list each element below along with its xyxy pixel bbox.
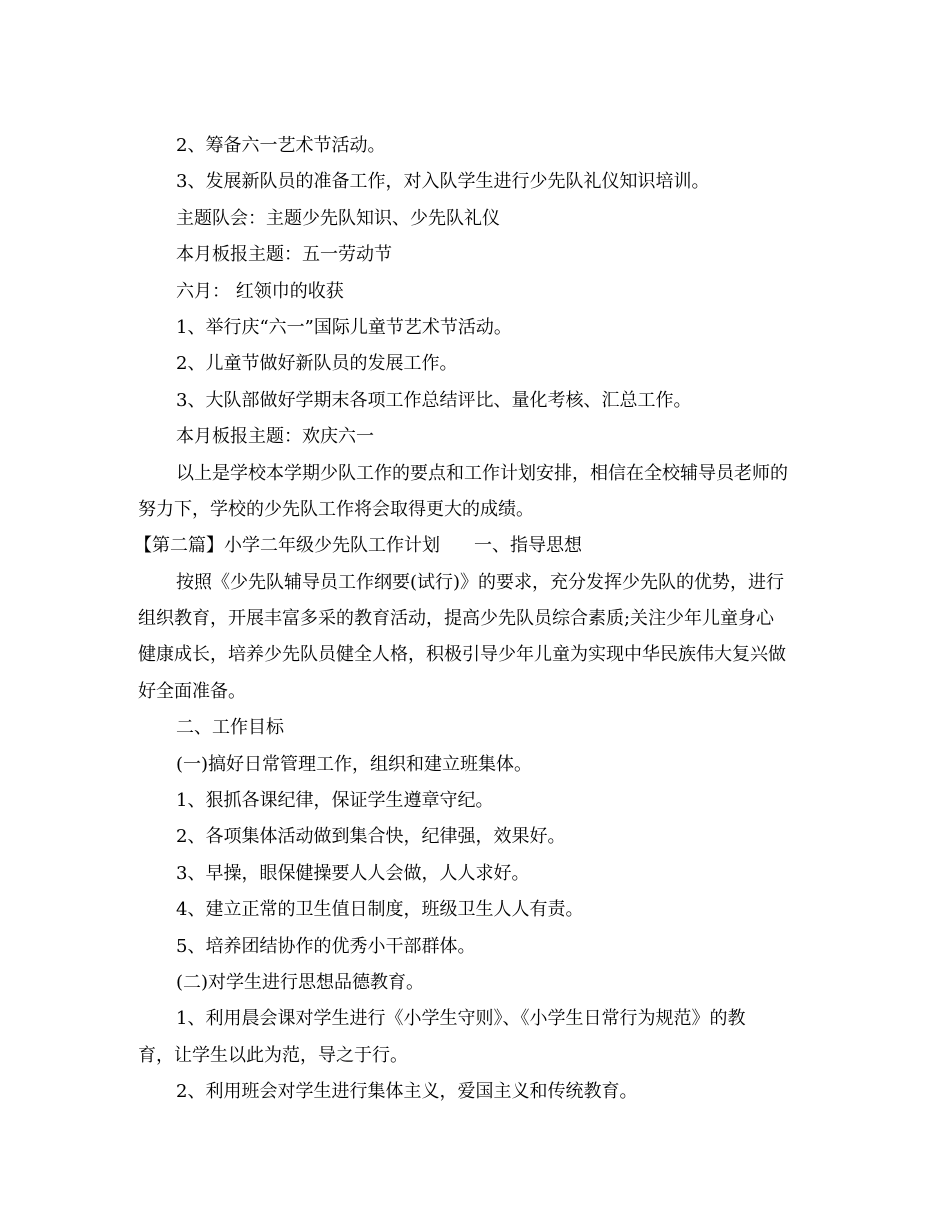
text-line: (二)对学生进行思想品德教育。 bbox=[176, 971, 425, 993]
text-line: 3、早操，眼保健操要人人会做，人人求好。 bbox=[176, 862, 530, 884]
section-subtitle: 一、指导思想 bbox=[474, 535, 582, 557]
morning-paragraph-line-2: 育，让学生以此为范，导之于行。 bbox=[138, 1044, 408, 1066]
text-line: 2、利用班会对学生进行集体主义，爱国主义和传统教育。 bbox=[176, 1081, 638, 1103]
text-line: 2、筹备六一艺术节活动。 bbox=[176, 135, 386, 156]
text-line: 本月板报主题：五一劳动节 bbox=[176, 244, 392, 266]
morning-paragraph-line-1: 1、利用晨会课对学生进行《小学生守则》、《小学生日常行为规范》的教 bbox=[176, 1008, 746, 1030]
guiding-paragraph-line-2: 组织教育，开展丰富多采的教育活动，提高少先队员综合素质;关注少年儿童身心 bbox=[138, 608, 775, 630]
text-line: 2、各项集体活动做到集合快，纪律强，效果好。 bbox=[176, 826, 566, 848]
text-line: 本月板报主题：欢庆六一 bbox=[176, 426, 374, 448]
text-line: 5、培养团结协作的优秀小干部群体。 bbox=[176, 935, 476, 957]
guiding-paragraph-line-3: 健康成长，培养少先队员健全人格，积极引导少年儿童为实现中华民族伟大复兴做 bbox=[138, 644, 786, 666]
summary-paragraph-line-2: 努力下，学校的少先队工作将会取得更大的成绩。 bbox=[138, 498, 534, 520]
summary-paragraph-line-1: 以上是学校本学期少队工作的要点和工作计划安排，相信在全校辅导员老师的 bbox=[176, 462, 788, 484]
guiding-paragraph-line-4: 好全面准备。 bbox=[138, 680, 246, 702]
text-line: 六月： 红领巾的收获 bbox=[176, 280, 344, 302]
text-line: 1、狠抓各课纪律，保证学生遵章守纪。 bbox=[176, 790, 494, 812]
section-title: 【第二篇】小学二年级少先队工作计划 bbox=[134, 535, 440, 557]
text-line: 3、发展新队员的准备工作，对入队学生进行少先队礼仪知识培训。 bbox=[176, 171, 710, 193]
guiding-paragraph-line-1: 按照《少先队辅导员工作纲要(试行)》的要求，充分发挥少先队的优势，进行 bbox=[176, 571, 785, 593]
text-line: 3、大队部做好学期末各项工作总结评比、量化考核、汇总工作。 bbox=[176, 389, 692, 411]
text-line: 2、儿童节做好新队员的发展工作。 bbox=[176, 353, 458, 375]
document-body bbox=[134, 128, 818, 1111]
section-heading bbox=[134, 528, 818, 564]
text-line: 主题队会：主题少先队知识、少先队礼仪 bbox=[176, 207, 500, 229]
text-line: (一)搞好日常管理工作，组织和建立班集体。 bbox=[176, 753, 533, 775]
text-line: 二、工作目标 bbox=[176, 717, 284, 739]
text-line: 4、建立正常的卫生值日制度，班级卫生人人有责。 bbox=[176, 899, 584, 921]
text-line: 1、举行庆“六一”国际儿童节艺术节活动。 bbox=[176, 316, 512, 338]
